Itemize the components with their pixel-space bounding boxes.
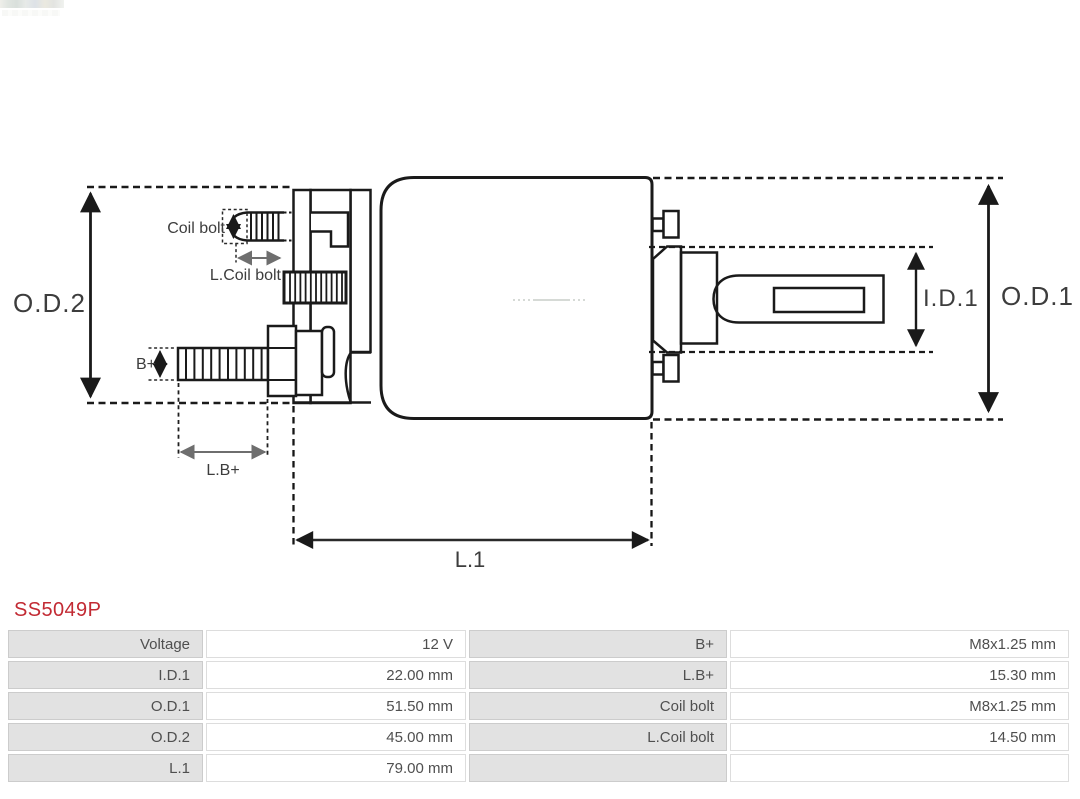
spec-table <box>8 630 1069 782</box>
b-plus-flange-cap <box>322 327 334 377</box>
spec-value: 22.00 mm <box>206 661 466 689</box>
dim-label-od1: O.D.1 <box>1001 281 1074 311</box>
part-number: SS5049P <box>14 599 102 621</box>
dim-label-l1: L.1 <box>454 547 486 572</box>
spec-label: Coil bolt <box>469 692 727 720</box>
spec-value: 45.00 mm <box>206 723 466 751</box>
spec-label: L.B+ <box>469 661 727 689</box>
spec-value: 12 V <box>206 630 466 658</box>
spec-label: O.D.2 <box>8 723 203 751</box>
spec-value: 79.00 mm <box>206 754 466 782</box>
dim-label-l-coil-bolt: L.Coil bolt <box>209 267 281 284</box>
dim-label-od2: O.D.2 <box>13 288 86 318</box>
dim-b-plus <box>136 348 176 380</box>
spec-value: 15.30 mm <box>730 661 1069 689</box>
coil-bolt-hidden-thread <box>284 213 293 241</box>
spec-value: 51.50 mm <box>206 692 466 720</box>
shaft-slot <box>774 288 864 312</box>
dim-label-coil-bolt: Coil bolt <box>167 220 225 237</box>
b-plus-stud <box>178 348 268 380</box>
plunger-boss <box>681 253 717 344</box>
spec-label: L.Coil bolt <box>469 723 727 751</box>
dim-label-id1: I.D.1 <box>923 285 979 312</box>
spec-value-empty <box>730 754 1069 782</box>
dim-l-coil-bolt <box>210 244 282 285</box>
spec-value: 14.50 mm <box>730 723 1069 751</box>
dim-l-b-plus <box>179 383 268 479</box>
solenoid-body <box>381 178 652 419</box>
spec-label-empty <box>469 754 727 782</box>
dim-label-l-b-plus: L.B+ <box>206 462 240 479</box>
spec-label: L.1 <box>8 754 203 782</box>
spec-label: B+ <box>469 630 727 658</box>
spec-label: I.D.1 <box>8 661 203 689</box>
dim-l1 <box>294 406 652 572</box>
b-plus-hex-nut <box>268 326 296 396</box>
spec-label: Voltage <box>8 630 203 658</box>
spec-value: M8x1.25 mm <box>730 630 1069 658</box>
plunger-collar <box>653 247 681 353</box>
spec-value: M8x1.25 mm <box>730 692 1069 720</box>
spec-label: O.D.1 <box>8 692 203 720</box>
b-plus-washer <box>296 331 322 395</box>
terminal-stud-bottom <box>653 355 679 382</box>
dim-label-b-plus: B+ <box>135 356 156 373</box>
terminal-stud-top <box>653 211 679 238</box>
